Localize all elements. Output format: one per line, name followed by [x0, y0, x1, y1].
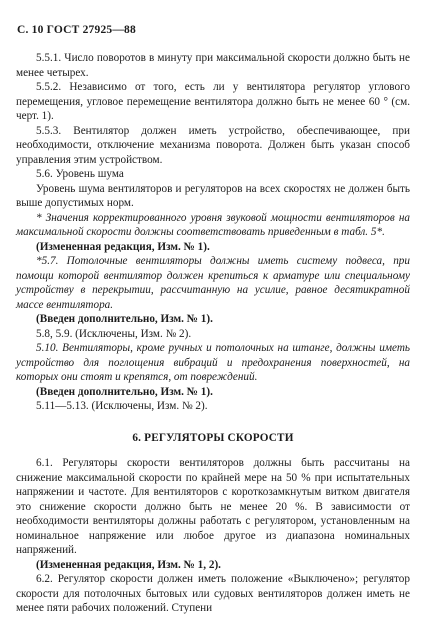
paragraph-5-7: *5.7. Потолочные вентиляторы должны иметь систему подвеса, при помощи которой вентилятор должен крепиться к арматуре или специальному устройству в перекрытии, рассчитанную на усилие, равное десятикратной массе вентилятора.: [16, 255, 410, 311]
footnote-note: * Значения корректированного уровня звуковой мощности вентиляторов на максимальной скорости должны соответствовать приведенным в табл. 5*.: [16, 211, 410, 238]
amendment-note-2: (Измененная редакция, Изм. № 1, 2).: [36, 558, 221, 571]
paragraph-5-5-3: 5.5.3. Вентилятор должен иметь устройство, обеспечивающее, при необходимости, отключение механизма поворота. Должен быть указан способ управления этим устройством.: [16, 124, 410, 166]
amendment-note: (Измененная редакция, Изм. № 1).: [36, 240, 210, 253]
introduced-note-2: (Введен дополнительно, Изм. № 1).: [36, 385, 213, 398]
body-text: [16, 51, 410, 616]
section-title: 6. РЕГУЛЯТОРЫ СКОРОСТИ: [132, 431, 294, 444]
paragraph-5-10: 5.10. Вентиляторы, кроме ручных и потолочных на штанге, должны иметь устройство для поглощения вибраций и предохранения поверхностей, на которых они стоят и крепятся, от повреждений.: [16, 342, 410, 383]
paragraph-5-5-1: 5.5.1. Число поворотов в минуту при максимальной скорости должно быть не менее четырех.: [16, 52, 410, 79]
paragraph-5-6-text: Уровень шума вентиляторов и регуляторов на всех скоростях не должен быть выше допустимых норм.: [16, 182, 410, 209]
paragraph-5-5-2: 5.5.2. Независимо от того, есть ли у вентилятора регулятор углового перемещения, угловое перемещение вентилятора должно быть не менее 60 ° (см. черт. 1).: [16, 81, 410, 122]
introduced-note: (Введен дополнительно, Изм. № 1).: [36, 313, 213, 325]
paragraph-5-8: 5.8, 5.9. (Исключены, Изм. № 2).: [36, 327, 192, 340]
page-header: С. 10 ГОСТ 27925—88: [17, 24, 136, 36]
paragraph-6-1: 6.1. Регуляторы скорости вентиляторов должны быть рассчитаны на снижение максимальной скорости по крайней мере на 50 % при испытательных напряжении и частоте. Для вентиляторов с короткозамкнутым витком двигателя это снижение скорости должно быть не менее 20 %. В зависимости от необходимости вентиляторы должны работать с регулятором, установленным на номинальное напряжение или любое другое из диапазона номинальных напряжений.: [16, 457, 410, 556]
paragraph-5-11: 5.11—5.13. (Исключены, Изм. № 2).: [36, 400, 208, 412]
paragraph-5-6-heading: 5.6. Уровень шума: [36, 168, 124, 180]
paragraph-6-2: 6.2. Регулятор скорости должен иметь положение «Выключено»; регулятор скорости для потолочных бытовых или судовых вентиляторов должен иметь не менее пяти рабочих положений. Ступени: [16, 573, 410, 614]
